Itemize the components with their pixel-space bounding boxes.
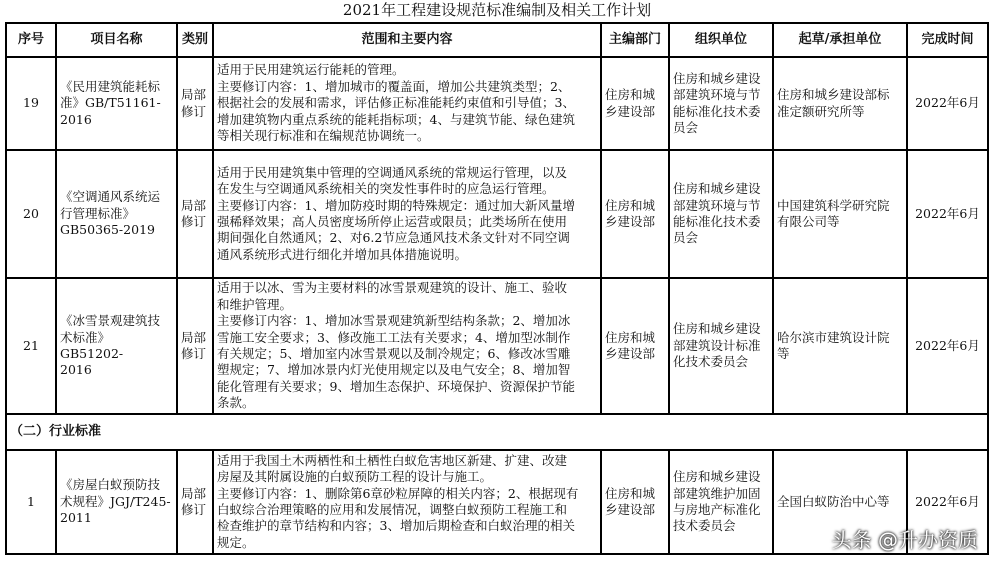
row-no: 1 <box>6 450 56 554</box>
row-date: 2022年6月 <box>907 57 988 150</box>
header-drafter: 起草/承担单位 <box>773 23 907 57</box>
section-row <box>6 414 988 450</box>
row-type: 局部 修订 <box>177 57 213 150</box>
section-title: （二）行业标准 <box>6 414 988 450</box>
row-dept: 住房和城 乡建设部 <box>601 150 669 278</box>
row-org: 住房和城乡建设 部建筑设计标准 化技术委员会 <box>669 278 773 414</box>
row-type: 局部 修订 <box>177 150 213 278</box>
header-no: 序号 <box>6 23 56 57</box>
header-row <box>6 23 988 57</box>
row-dept: 住房和城 乡建设部 <box>601 450 669 554</box>
row-type: 局部 修订 <box>177 278 213 414</box>
row-content: 适用于民用建筑运行能耗的管理。 主要修订内容：1、增加城市的覆盖面，增加公共建筑类型；2、 根据社会的发展和需求，评估修正标准能耗约束值和引导值；3、 增加建筑物内重点系统的能耗指标项；4、与建筑节能、绿色建筑 等相关现行标准和在编规范协调统一。 <box>213 57 601 150</box>
header-org: 组织单位 <box>669 23 773 57</box>
row-date: 2022年6月 <box>907 450 988 554</box>
row-dept: 住房和城 乡建设部 <box>601 278 669 414</box>
watermark: 头条 @升办资质 <box>831 528 978 552</box>
header-name: 项目名称 <box>56 23 177 57</box>
row-no: 20 <box>6 150 56 278</box>
row-drafter: 住房和城乡建设部标 准定额研究所等 <box>773 57 907 150</box>
row-content: 适用于我国土木两栖性和土栖性白蚁危害地区新建、扩建、改建 房屋及其附属设施的白蚁预防工程的设计与施工。 主要修订内容：1、删除第6章砂粒屏障的相关内容；2、根据现有 白蚁综合治理策略的应用和发展情况，调整白蚁预防工程施工和 检查维护的章节结构和内容；3、增加后期检查和白蚁治理的相关 规定。 <box>213 450 601 554</box>
header-content: 范围和主要内容 <box>213 23 601 57</box>
plan-table <box>5 22 989 555</box>
row-no: 19 <box>6 57 56 150</box>
header-dept: 主编部门 <box>601 23 669 57</box>
row-date: 2022年6月 <box>907 150 988 278</box>
row-dept: 住房和城 乡建设部 <box>601 57 669 150</box>
row-name: 《空调通风系统运 行管理标准》 GB50365-2019 <box>56 150 177 278</box>
row-no: 21 <box>6 278 56 414</box>
row-content: 适用于民用建筑集中管理的空调通风系统的常规运行管理，以及 在发生与空调通风系统相关的突发性事件时的应急运行管理。 主要修订内容：1、增加防疫时期的特殊规定：通过加大新风量增 强稀释效果；高人员密度场所停止运营或限员；此类场所在使用 期间强化自然通风；2、对6.2节应急通风技术条文针对不同空调 通风系统形式进行细化并增加具体措施说明。 <box>213 150 601 278</box>
row-date: 2022年6月 <box>907 278 988 414</box>
document-title: 2021年工程建设规范标准编制及相关工作计划 <box>342 1 652 19</box>
row-name: 《民用建筑能耗标 准》GB/T51161- 2016 <box>56 57 177 150</box>
row-org: 住房和城乡建设 部建筑环境与节 能标准化技术委 员会 <box>669 150 773 278</box>
row-type: 局部 修订 <box>177 450 213 554</box>
row-drafter: 全国白蚁防治中心等 <box>773 450 907 554</box>
header-type: 类别 <box>177 23 213 57</box>
row-drafter: 中国建筑科学研究院 有限公司等 <box>773 150 907 278</box>
row-content: 适用于以冰、雪为主要材料的冰雪景观建筑的设计、施工、验收 和维护管理。 主要修订内容：1、增加冰雪景观建筑新型结构条款；2、增加冰 雪施工安全要求；3、修改施工工法有关要求；4、增加型冰制作 有关规定；5、增加室内冰雪景观以及制冷规定；6、修改冰雪雕 塑规定；7、增加冰景内灯光使用规定以及电气安全；8、增加智 能化管理有关要求；9、增加生态保护、环境保护、资源保护节能 条款。 <box>213 278 601 414</box>
row-name: 《房屋白蚁预防技 术规程》JGJ/T245- 2011 <box>56 450 177 554</box>
row-drafter: 哈尔滨市建筑设计院 等 <box>773 278 907 414</box>
row-org: 住房和城乡建设 部建筑维护加固 与房地产标准化 技术委员会 <box>669 450 773 554</box>
row-name: 《冰雪景观建筑技 术标准》GB51202- 2016 <box>56 278 177 414</box>
table-row <box>6 150 988 278</box>
header-date: 完成时间 <box>907 23 988 57</box>
table-row <box>6 57 988 150</box>
table-row <box>6 278 988 414</box>
row-org: 住房和城乡建设 部建筑环境与节 能标准化技术委 员会 <box>669 57 773 150</box>
